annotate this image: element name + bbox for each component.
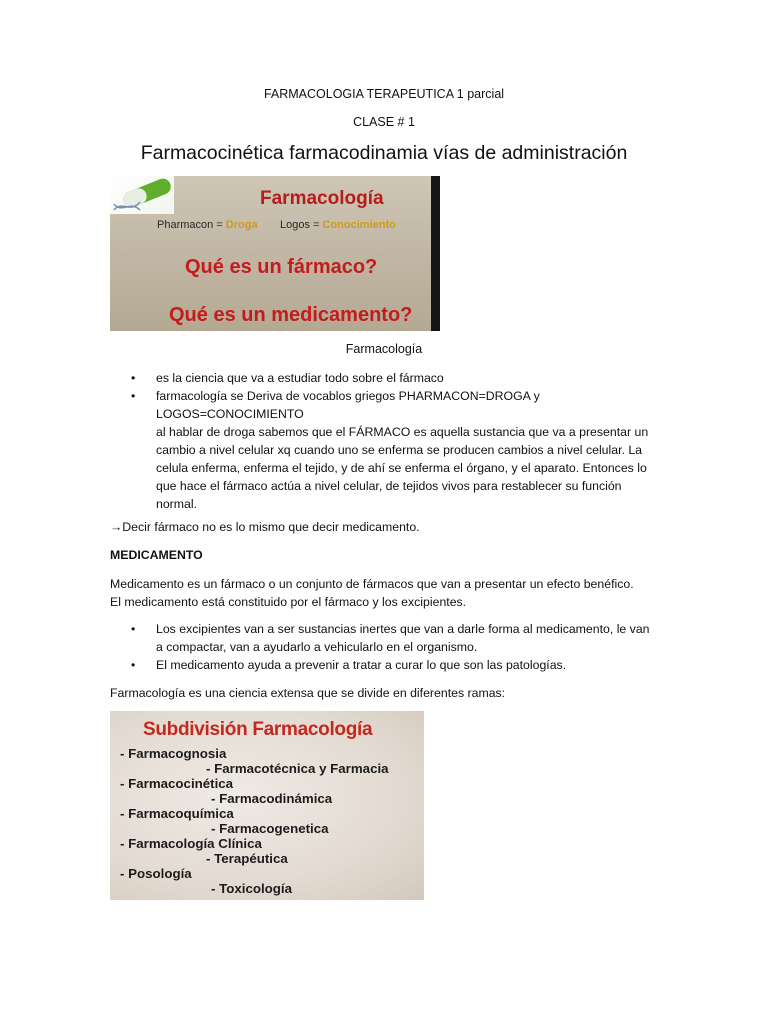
bullet-icon: • <box>131 371 136 385</box>
list-item-continuation: al hablar de droga sabemos que el FÁRMACO es aquella sustancia que va a presentar un cambio a nivel celular xq cuando uno se enferma se producen cambios a nivel celular. La celula enferma, enferma el tejido, y de ahí se enferma el órgano, y el aparato. Entonces lo que hace el fármaco actúa a nivel celular, de tejidos vivos para restablecer su función normal. <box>156 425 649 511</box>
class-number: CLASE # 1 <box>353 115 415 129</box>
bullet-icon: • <box>131 658 136 672</box>
page-title: Farmacocinética farmacodinamia vías de administración <box>140 142 628 164</box>
course-header: FARMACOLOGIA TERAPEUTICA 1 parcial <box>263 87 505 101</box>
slide2-item: - Toxicología <box>211 881 293 896</box>
medicamento-heading: MEDICAMENTO <box>110 548 203 562</box>
list-item-text: es la ciencia que va a estudiar todo sobre el fármaco <box>156 371 444 385</box>
slide2-title: Subdivisión Farmacología <box>143 719 373 740</box>
slide1-title: Farmacología <box>260 188 384 209</box>
list-item-text: El medicamento ayuda a prevenir a tratar a curar lo que son las patologías. <box>156 658 567 672</box>
list-item <box>131 620 651 656</box>
section-title-farmacologia: Farmacología <box>345 342 423 356</box>
medicamento-paragraph: Medicamento es un fármaco o un conjunto de fármacos que van a presentar un efecto benéfico. El medicamento está constituido por el fármaco y los excipientes. <box>110 577 634 609</box>
farmacologia-list <box>131 369 651 513</box>
list-item-text: farmacología se Deriva de vocablos griegos PHARMACON=DROGA y LOGOS=CONOCIMIENTO <box>156 389 540 421</box>
pharmacon-label: Pharmacon = <box>157 219 226 231</box>
list-item-text: Los excipientes van a ser sustancias inertes que van a darle forma al medicamento, le van a compactar, van a ayudarlo a vehicularlo en el organismo. <box>156 622 650 654</box>
bullet-icon: • <box>131 622 136 636</box>
slide1-question-farmaco: Qué es un fármaco? <box>185 256 378 278</box>
slide2-item: - Farmacotécnica y Farmacia <box>206 761 389 776</box>
medicamento-list <box>131 620 651 674</box>
farmacologia-slide-image <box>110 176 440 331</box>
logos-value: Conocimiento <box>322 219 396 231</box>
list-item <box>131 387 651 513</box>
logos-label: Logos = <box>280 219 323 231</box>
ramas-intro: Farmacología es una ciencia extensa que se divide en diferentes ramas: <box>110 686 506 700</box>
slide1-question-medicamento: Qué es un medicamento? <box>169 304 413 326</box>
logos-definition <box>280 219 396 231</box>
bullet-icon: • <box>131 389 136 403</box>
slide2-item: - Farmacodinámica <box>211 791 333 806</box>
list-item <box>131 656 651 674</box>
list-item <box>131 369 651 387</box>
slide2-item: - Farmacogenetica <box>211 821 329 836</box>
pharmacon-value: Droga <box>225 219 258 231</box>
pharmacon-definition <box>157 219 258 231</box>
arrow-note: →Decir fármaco no es lo mismo que decir medicamento. <box>110 520 420 534</box>
slide2-item: - Farmacocinética <box>120 776 234 791</box>
slide2-item: - Posología <box>120 866 192 881</box>
slide2-item: - Farmacología Clínica <box>120 836 262 851</box>
subdivision-slide-image <box>110 711 424 900</box>
slide2-item: - Terapéutica <box>206 851 288 866</box>
slide2-item: - Farmacognosia <box>120 746 227 761</box>
slide-edge-bar <box>431 176 440 331</box>
capsule-dna-icon <box>110 176 174 214</box>
slide2-item: - Farmacoquímica <box>120 806 234 821</box>
